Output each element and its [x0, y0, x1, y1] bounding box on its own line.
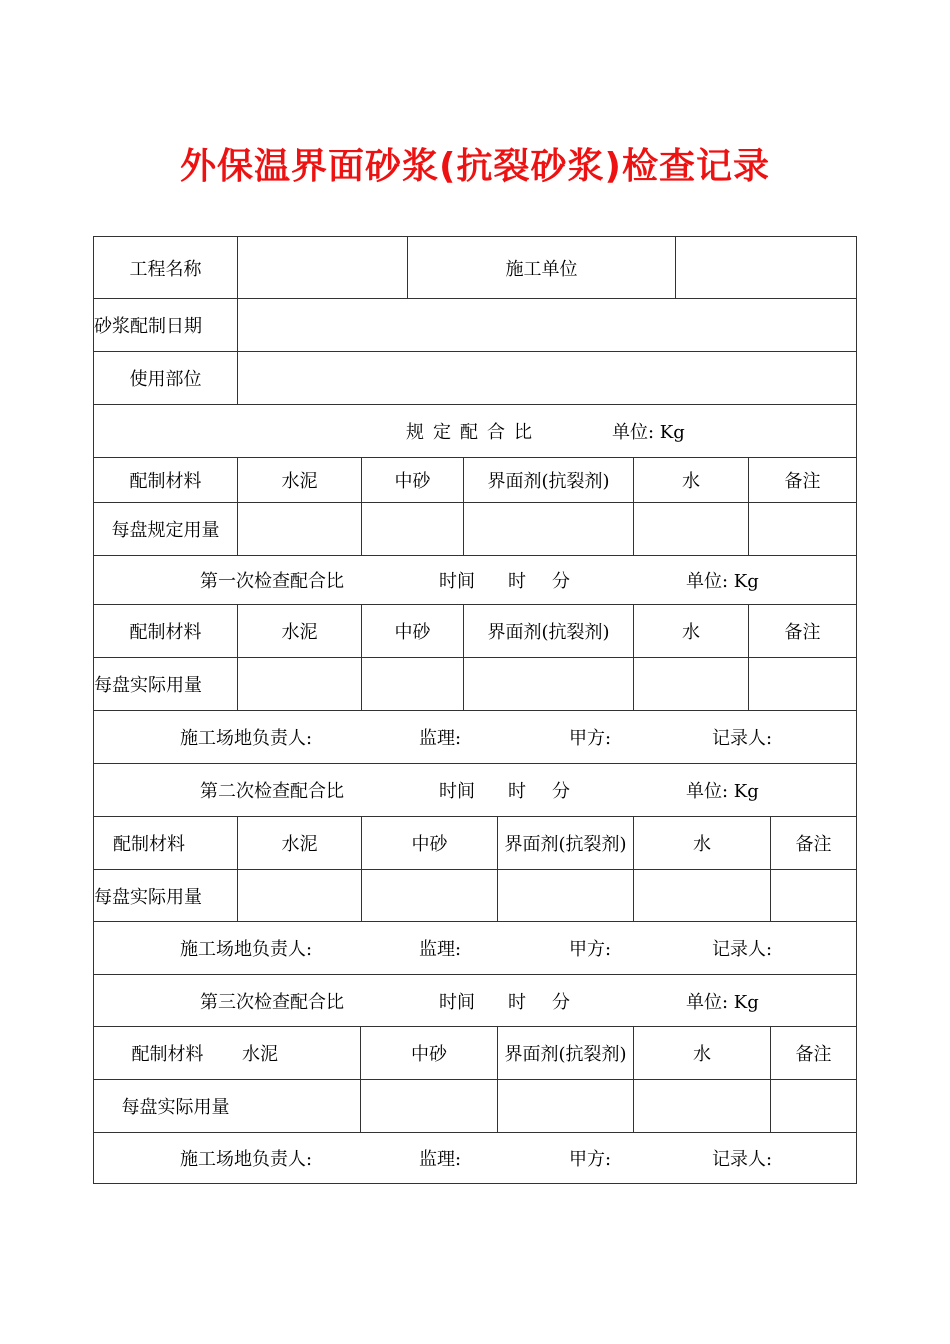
col-sand: 中砂: [361, 817, 497, 869]
check3-water-cell[interactable]: [633, 1080, 770, 1132]
check2-row-label: 每盘实际用量: [94, 886, 202, 908]
check3-row-label: 每盘实际用量: [121, 1097, 230, 1118]
project-row: [94, 237, 856, 299]
col-material: 配制材料: [131, 1044, 204, 1065]
specified-heading-row: [94, 405, 856, 458]
col-agent: 界面剂(抗裂剂): [463, 458, 633, 502]
col-remarks: 备注: [770, 1027, 856, 1079]
location-field[interactable]: [237, 352, 856, 404]
check3-unit: 单位: Kg: [686, 991, 759, 1013]
check2-time-label: 时间: [439, 781, 475, 802]
supervisor-signature[interactable]: 监理:: [419, 728, 462, 749]
check2-remarks-cell[interactable]: [770, 870, 856, 921]
col-water: 水: [633, 458, 748, 502]
check1-hour-label: 时: [508, 571, 526, 592]
page-title: 外保温界面砂浆(抗裂砂浆)检查记录: [180, 146, 770, 187]
recorder-signature[interactable]: 记录人:: [712, 728, 773, 749]
check2-water-cell[interactable]: [633, 870, 770, 921]
check3-sand-cell[interactable]: [360, 1080, 497, 1132]
check1-minute-label: 分: [552, 571, 570, 592]
col-cement: 水泥: [237, 605, 361, 657]
check1-unit: 单位: Kg: [686, 571, 759, 592]
recorder-signature[interactable]: 记录人:: [712, 1149, 773, 1170]
col-sand: 中砂: [360, 1027, 497, 1079]
mix-date-label: 砂浆配制日期: [94, 316, 202, 337]
col-remarks: 备注: [748, 458, 856, 502]
check2-values-row: [94, 870, 856, 922]
check3-values-row: [94, 1080, 856, 1133]
col-sand: 中砂: [361, 458, 463, 502]
specified-agent-cell[interactable]: [463, 503, 633, 555]
location-label: 使用部位: [129, 369, 202, 390]
location-row: [94, 352, 856, 405]
check1-columns-row: [94, 605, 856, 658]
check3-minute-label: 分: [552, 991, 570, 1013]
check1-heading-row: [94, 556, 856, 605]
check2-cement-cell[interactable]: [237, 870, 361, 921]
mix-date-field[interactable]: [237, 299, 856, 351]
check3-heading: 第三次检查配合比: [200, 991, 344, 1013]
specified-heading: 规定配合比: [406, 422, 541, 443]
col-material: 配制材料: [129, 622, 202, 643]
mix-date-row: [94, 299, 856, 352]
col-sand: 中砂: [361, 605, 463, 657]
check3-signature-row: [94, 1133, 856, 1183]
check3-heading-row: [94, 975, 856, 1027]
check3-hour-label: 时: [508, 991, 526, 1013]
owner-signature[interactable]: 甲方:: [569, 939, 612, 960]
check2-columns-row: [94, 817, 856, 870]
col-material: 配制材料: [129, 471, 202, 492]
site-manager-signature[interactable]: 施工场地负责人:: [180, 939, 313, 960]
check1-row-label: 每盘实际用量: [94, 675, 202, 696]
specified-sand-cell[interactable]: [361, 503, 463, 555]
specified-water-cell[interactable]: [633, 503, 748, 555]
check1-signature-row: [94, 711, 856, 764]
site-manager-signature[interactable]: 施工场地负责人:: [180, 728, 313, 749]
col-water: 水: [633, 817, 770, 869]
supervisor-signature[interactable]: 监理:: [419, 939, 462, 960]
check1-remarks-cell[interactable]: [748, 658, 856, 710]
specified-row-label: 每盘规定用量: [111, 520, 220, 541]
col-material: 配制材料: [113, 834, 185, 855]
check2-hour-label: 时: [508, 781, 526, 802]
col-water: 水: [633, 605, 748, 657]
check2-unit: 单位: Kg: [686, 781, 759, 802]
col-agent: 界面剂(抗裂剂): [463, 605, 633, 657]
check3-time-label: 时间: [439, 991, 475, 1013]
owner-signature[interactable]: 甲方:: [569, 1149, 612, 1170]
col-water: 水: [633, 1027, 770, 1079]
site-manager-signature[interactable]: 施工场地负责人:: [180, 1149, 313, 1170]
project-name-field[interactable]: [237, 237, 407, 298]
col-agent: 界面剂(抗裂剂): [497, 817, 633, 869]
specified-columns-row: [94, 458, 856, 503]
check2-heading-row: [94, 764, 856, 817]
col-cement: 水泥: [237, 817, 361, 869]
check1-agent-cell[interactable]: [463, 658, 633, 710]
specified-cement-cell[interactable]: [237, 503, 361, 555]
specified-values-row: [94, 503, 856, 556]
supervisor-signature[interactable]: 监理:: [419, 1149, 462, 1170]
check2-sand-cell[interactable]: [361, 870, 497, 921]
check1-water-cell[interactable]: [633, 658, 748, 710]
contractor-label: 施工单位: [407, 237, 675, 298]
check3-cement-cell[interactable]: [226, 1080, 360, 1132]
col-remarks: 备注: [770, 817, 856, 869]
check3-agent-cell[interactable]: [497, 1080, 633, 1132]
owner-signature[interactable]: 甲方:: [569, 728, 612, 749]
check1-values-row: [94, 658, 856, 711]
specified-remarks-cell[interactable]: [748, 503, 856, 555]
col-cement: 水泥: [237, 458, 361, 502]
check1-cement-cell[interactable]: [237, 658, 361, 710]
check1-time-label: 时间: [439, 571, 475, 592]
col-cement: 水泥: [242, 1044, 278, 1065]
check2-signature-row: [94, 922, 856, 975]
check2-agent-cell[interactable]: [497, 870, 633, 921]
check2-minute-label: 分: [552, 781, 570, 802]
check3-remarks-cell[interactable]: [770, 1080, 856, 1132]
specified-unit: 单位: Kg: [612, 422, 685, 443]
project-name-label: 工程名称: [129, 258, 202, 280]
check1-heading: 第一次检查配合比: [200, 571, 344, 592]
recorder-signature[interactable]: 记录人:: [712, 939, 773, 960]
check3-columns-row: [94, 1027, 856, 1080]
check2-heading: 第二次检查配合比: [200, 781, 344, 802]
col-agent: 界面剂(抗裂剂): [497, 1027, 633, 1079]
col-remarks: 备注: [748, 605, 856, 657]
inspection-form: [93, 236, 857, 1184]
contractor-field[interactable]: [675, 237, 856, 298]
check1-sand-cell[interactable]: [361, 658, 463, 710]
